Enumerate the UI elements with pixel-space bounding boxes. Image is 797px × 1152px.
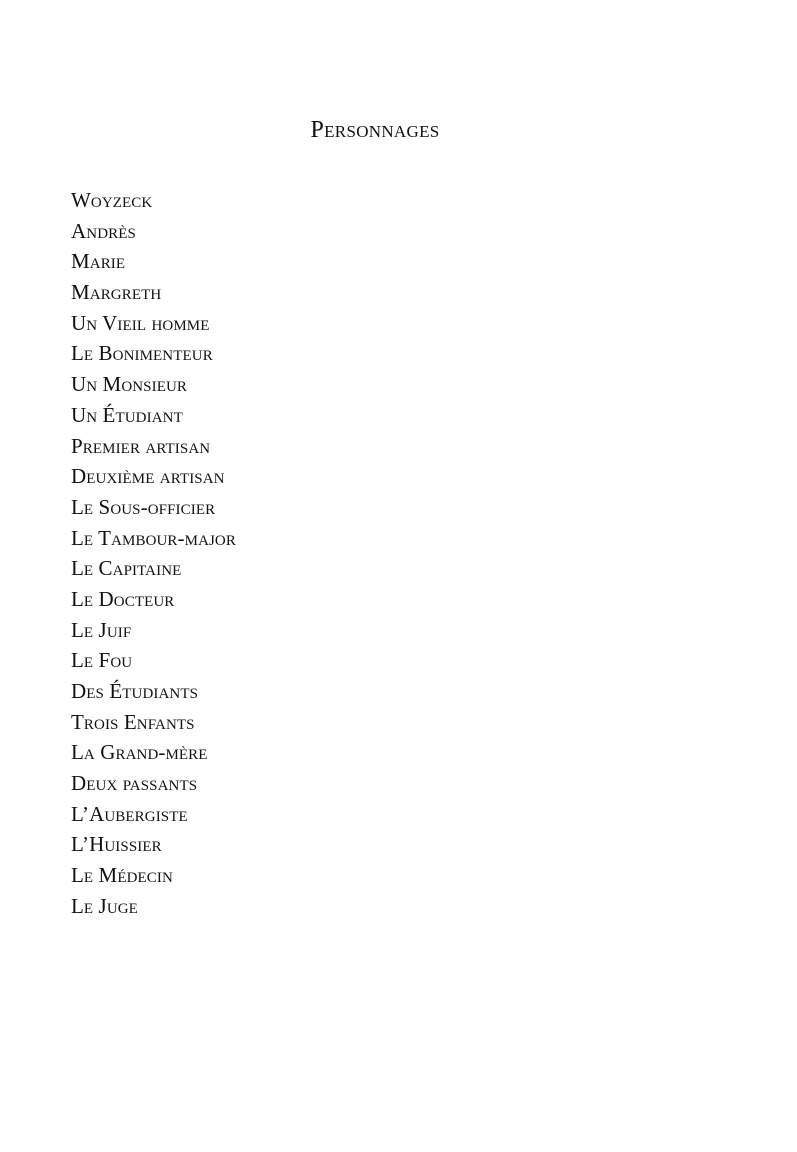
character-item: Le Médecin <box>71 863 173 888</box>
character-item: Le Capitaine <box>71 556 182 581</box>
page-title: Personnages <box>310 117 440 143</box>
character-item: L’Aubergiste <box>71 801 188 826</box>
character-item: Trois Enfants <box>71 709 195 734</box>
character-item: Un Vieil homme <box>71 310 210 335</box>
character-item: Le Tambour-major <box>71 525 236 550</box>
character-item: Marie <box>71 249 126 274</box>
character-item: L’Huissier <box>71 832 162 857</box>
character-item: Un Monsieur <box>71 372 188 397</box>
character-item: Le Bonimenteur <box>71 341 213 366</box>
character-item: Un Étudiant <box>71 402 183 427</box>
character-item: Des Étudiants <box>71 679 199 703</box>
character-item: Le Juge <box>71 893 138 918</box>
character-item: Le Docteur <box>71 586 175 611</box>
character-item: Woyzeck <box>71 188 153 212</box>
character-item: Le Sous-officier <box>71 494 216 519</box>
character-item: Andrès <box>71 218 136 243</box>
character-item: Le Fou <box>71 648 133 673</box>
character-item: Premier artisan <box>71 433 211 458</box>
character-item: Deuxième artisan <box>71 464 225 489</box>
character-item: Margreth <box>71 280 162 305</box>
character-list <box>71 185 236 922</box>
character-item: Deux passants <box>71 771 198 796</box>
character-item: La Grand-mère <box>71 740 208 765</box>
character-item: Le Juif <box>71 617 132 642</box>
